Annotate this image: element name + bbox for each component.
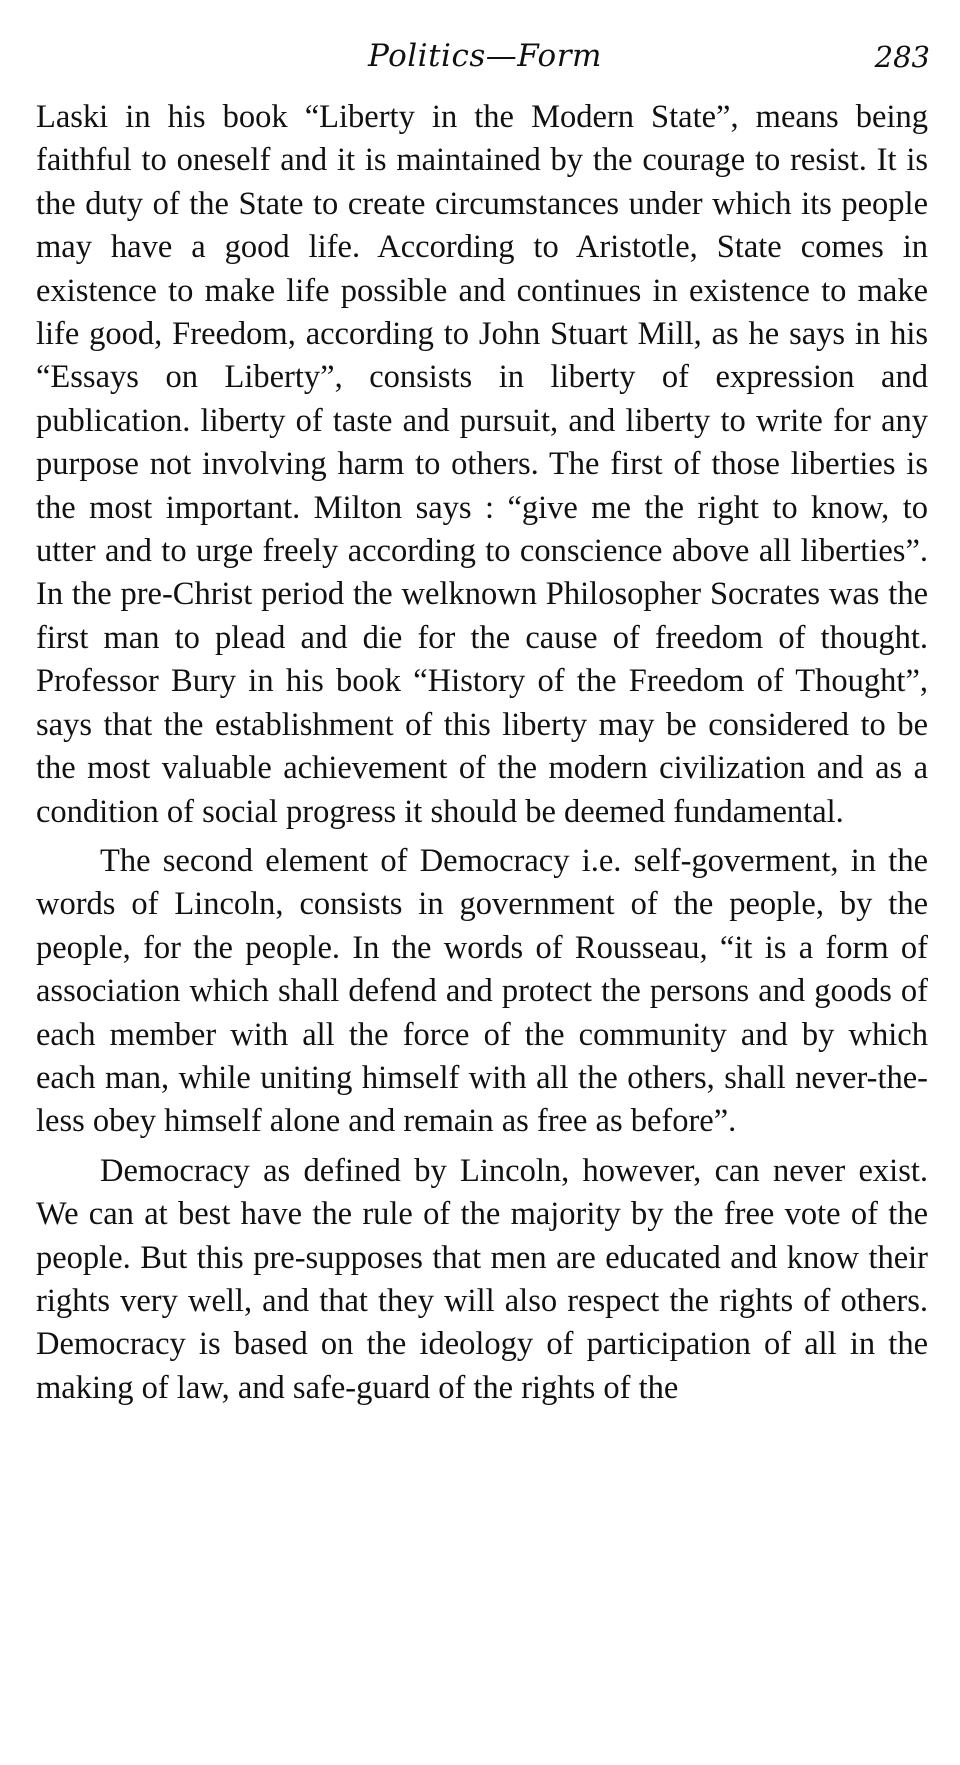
page-number: 283: [874, 40, 930, 74]
paragraph-3: Democracy as defined by Lincoln, however, can never exist. We can at best have the rule of the majority by the free vote of the people. But this pre-supposes that men are educated and know their rights very well, and that they will also respect the rights of others. Democracy is based on the ideology of participation of all in the making of law, and safe-guard of the rights of the: [36, 1152, 928, 1406]
running-title: Politics—Form: [368, 38, 602, 74]
paragraph-2: The second element of Democracy i.e. self-goverment, in the words of Lincoln, consists in government of the people, by the people, for the people. In the words of Rousseau, “it is a form of association which shall defend and protect the persons and goods of each member with all the force of the community and by which each man, while uniting himself with all the others, shall never-the-less obey himself alone and remain as free as before”.: [36, 842, 928, 1140]
running-head: [0, 38, 960, 82]
body-text: [36, 96, 928, 1410]
paragraph-1: Laski in his book “Liberty in the Modern State”, means being faithful to oneself and it is maintained by the courage to resist. It is the duty of the State to create circumstances under which its people may have a good life. According to Aristotle, State comes in existence to make life possible and continues in existence to make life good, Freedom, according to John Stuart Mill, as he says in his “Essays on Liberty”, consists in liberty of expression and publication. liberty of taste and pursuit, and liberty to write for any purpose not involving harm to others. The first of those liberties is the most important. Milton says : “give me the right to know, to utter and to urge freely according to conscience above all liberties”. In the pre-Christ period the welknown Philosopher Socrates was the first man to plead and die for the cause of freedom of thought. Professor Bury in his book “History of the Freedom of Thought”, says that the establishment of this liberty may be considered to be the most valuable achievement of the modern civilization and as a condition of social progress it should be deemed fundamental.: [36, 99, 928, 830]
